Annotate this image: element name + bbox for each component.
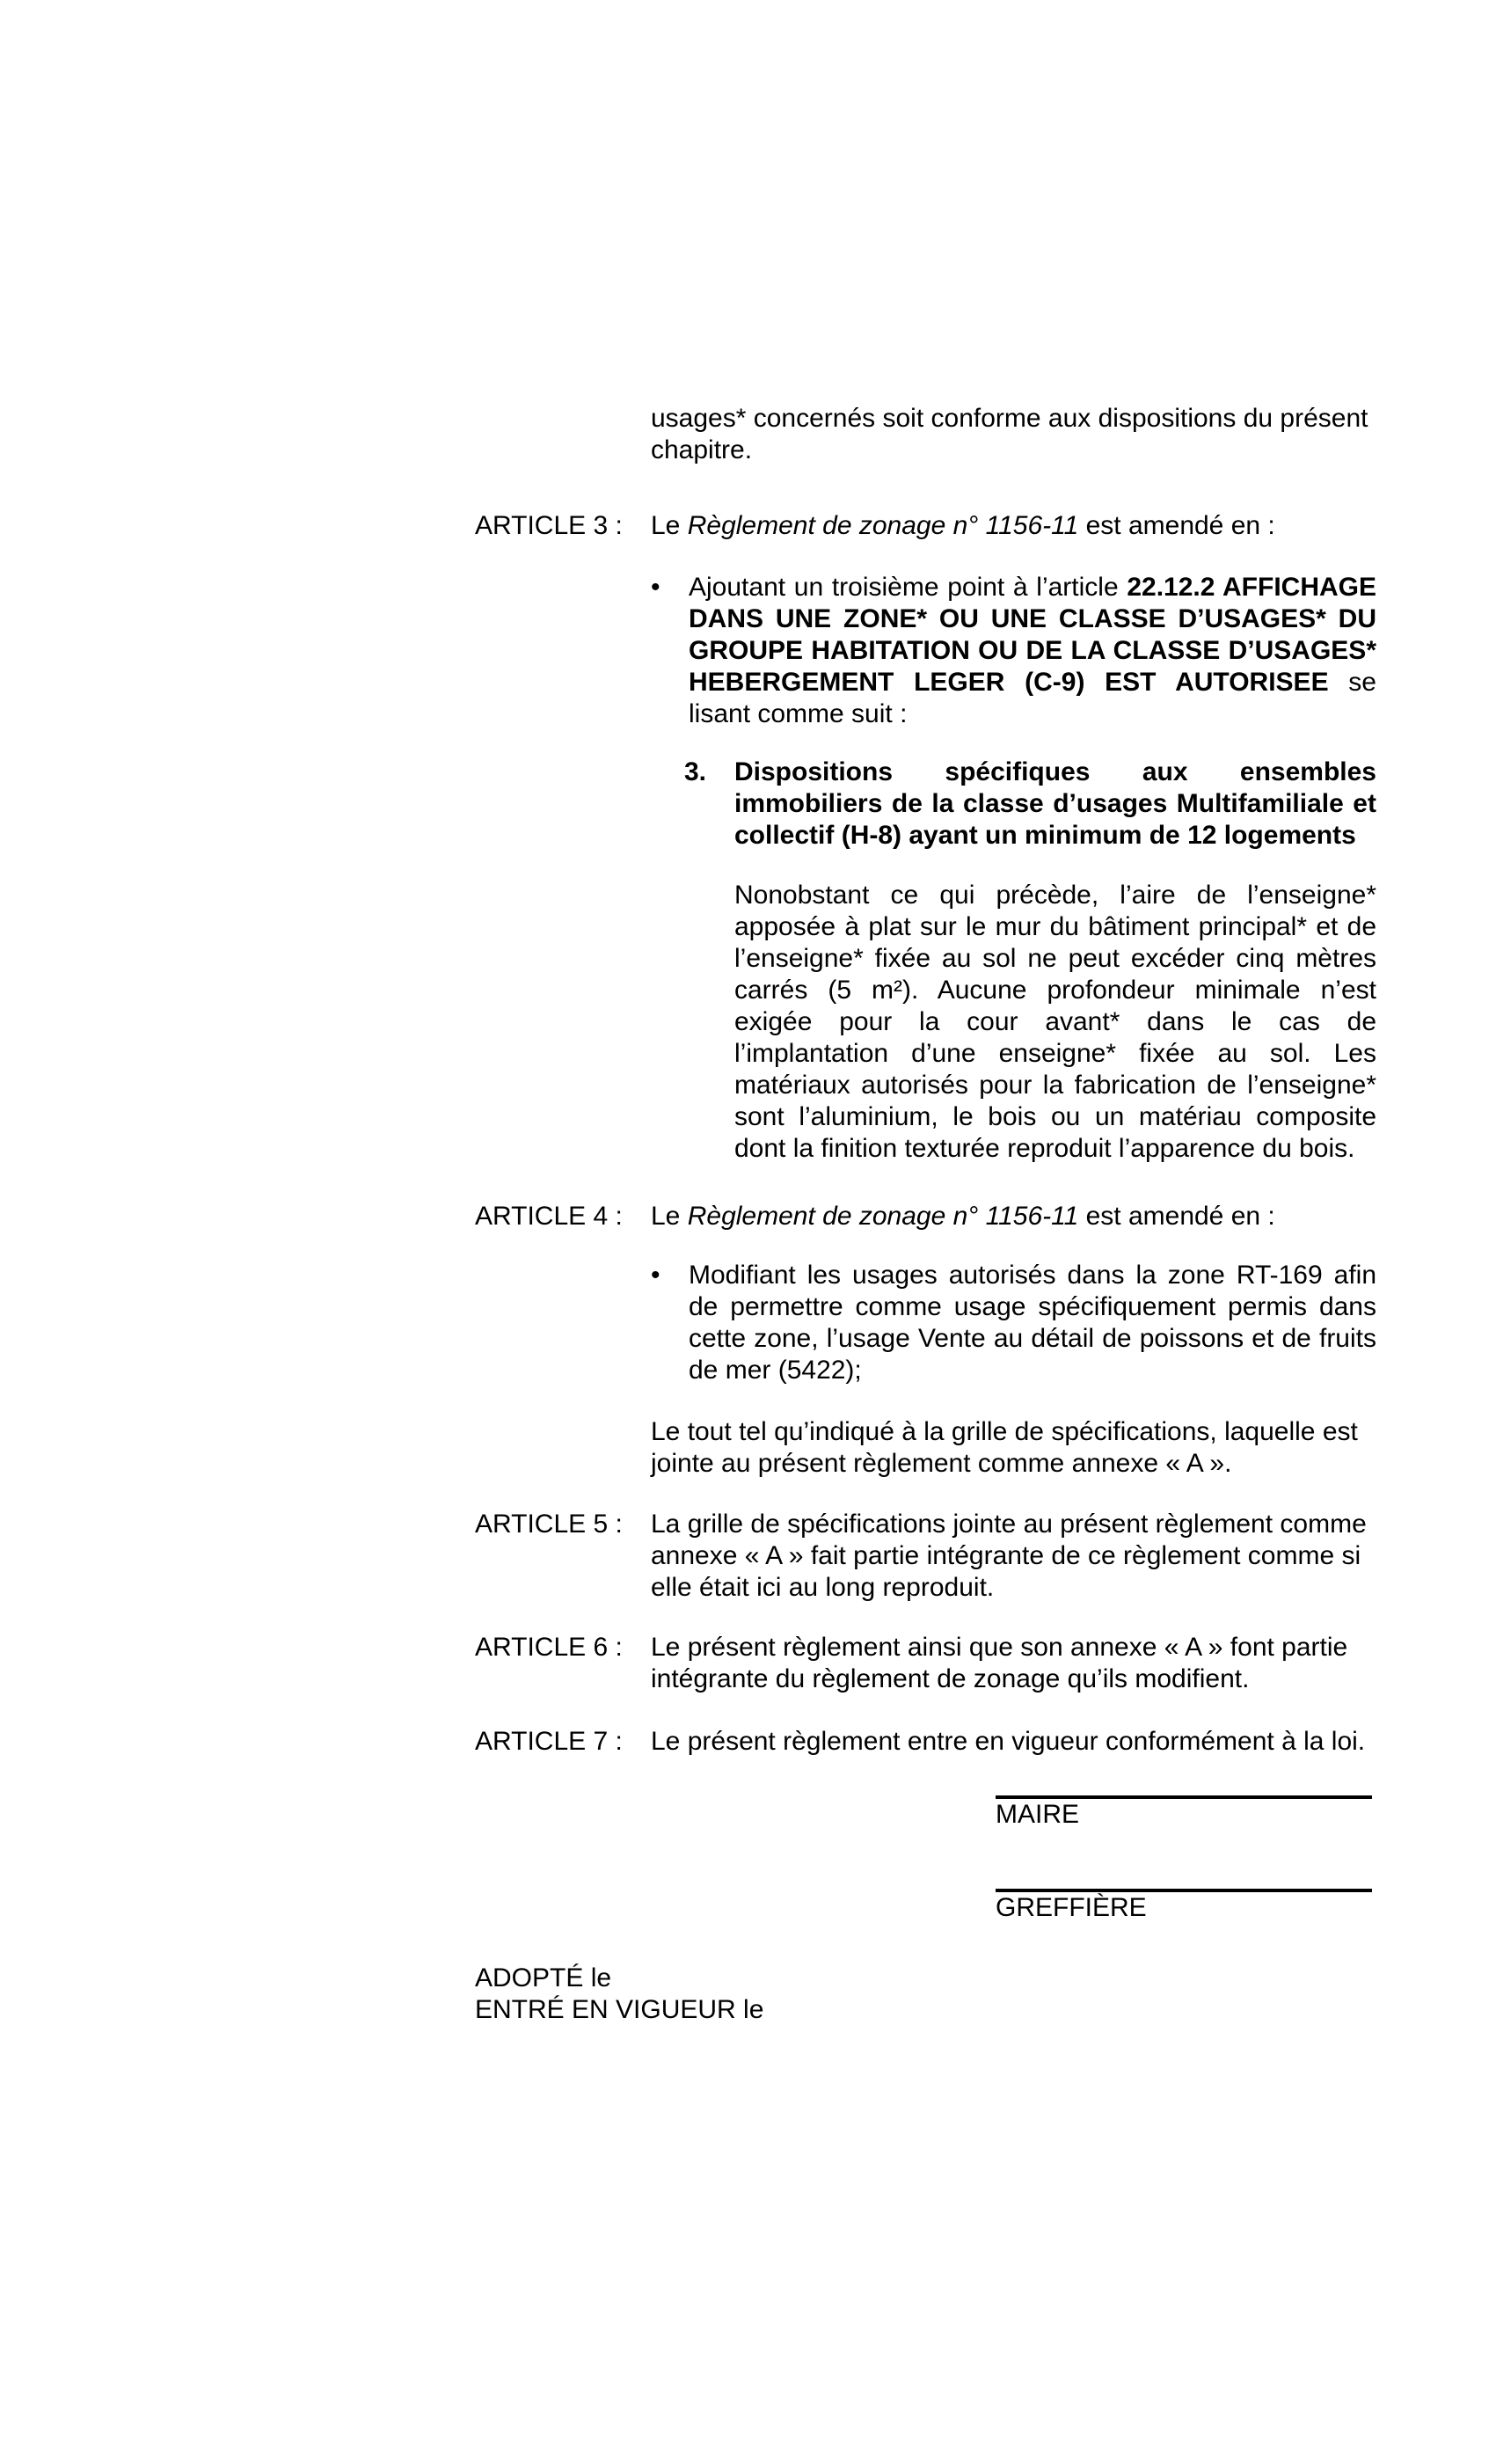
article-3-numbered-item-wrap [651,757,1376,1165]
adopted-date-label: ADOPTÉ le [475,1963,612,1992]
article-7-text: Le présent règlement entre en vigueur conformément à la loi. [651,1727,1366,1756]
article-4-label: ARTICLE 4 : [475,1202,623,1231]
continuation-paragraph: usages* concernés soit conforme aux dispositions du présent chapitre. [651,404,1368,464]
article-3-bullet-text [689,572,1376,730]
article-6-row [475,1632,1376,1695]
article-4-bullet-wrap [651,1260,1376,1386]
clerk-signature-label: GREFFIÈRE [996,1893,1147,1922]
clerk-signature-block [996,1889,1372,1924]
article-4-intro-suffix: est amendé en : [1078,1202,1275,1231]
article-3-row [475,510,1376,542]
article-6-label: ARTICLE 6 : [475,1633,623,1662]
item-number: 3. [684,757,707,786]
article-3-bullet-wrap [651,572,1376,730]
article-4-intro-regulation-title: Règlement de zonage n° 1156-11 [687,1202,1079,1231]
article-4-bullet-text: Modifiant les usages autorisés dans la zone RT-169 afin de permettre comme usage spécifiquement permis dans cette zone, l’usage Vente au détail de poissons et de fruits de mer (5422); [689,1261,1376,1385]
article-3-bullet-bold: 22.12.2 AFFICHAGE DANS UNE ZONE* OU UNE CLASSE D’USAGES* DU GROUPE HABITATION OU DE LA CLASSE D’USAGES* HEBERGEMENT LEGER (C-9) EST AUTORISEE [689,573,1376,697]
article-7-label: ARTICLE 7 : [475,1727,623,1756]
adoption-footer [475,1963,1376,2026]
article-3-intro [651,510,1376,542]
article-4-bullet-item [651,1260,1376,1386]
article-3-bullet-suffix: se lisant comme suit : [689,668,1376,728]
item-heading: Dispositions spécifiques aux ensembles immobiliers de la classe d’usages Multifamiliale et collectif (H-8) ayant un minimum de 12 logements [734,757,1376,850]
article-4-closing-paragraph: Le tout tel qu’indiqué à la grille de spécifications, laquelle est jointe au présent règlement comme annexe « A ». [651,1417,1358,1478]
article-3-bullet-item [651,572,1376,730]
article-4-intro [651,1201,1376,1232]
mayor-signature-block [996,1795,1372,1831]
bullet-icon: • [651,1261,660,1290]
article-7-row [475,1726,1376,1758]
article-4-row [475,1201,1376,1232]
article-5-row [475,1509,1376,1604]
item-body-paragraph: Nonobstant ce qui précède, l’aire de l’enseigne* apposée à plat sur le mur du bâtiment principal* et de l’enseigne* fixée au sol ne peut excéder cinq mètres carrés (5 m²). Aucune profondeur minimale n’est exigée pour la cour avant* dans le cas de l’implantation d’une enseigne* fixée au sol. Les matériaux autorisés pour la fabrication de l’enseigne* sont l’aluminium, le bois ou un matériau composite dont la finition texturée reproduit l’apparence du bois. [734,881,1376,1163]
bullet-icon: • [651,573,660,602]
article-3-intro-regulation-title: Règlement de zonage n° 1156-11 [687,511,1079,540]
article-3-label: ARTICLE 3 : [475,511,623,540]
article-3-numbered-item [684,757,1376,852]
in-force-date-label: ENTRÉ EN VIGUEUR le [475,1995,764,2024]
article-3-intro-suffix: est amendé en : [1078,511,1275,540]
mayor-signature-label: MAIRE [996,1800,1080,1829]
article-3-bullet-prefix: Ajoutant un troisième point à l’article [689,573,1127,602]
article-3-intro-prefix: Le [651,511,688,540]
article-4-intro-prefix: Le [651,1202,688,1231]
article-6-text: Le présent règlement ainsi que son annexe « A » font partie intégrante du règlement de zonage qu’ils modifient. [651,1633,1348,1693]
article-5-text: La grille de spécifications jointe au présent règlement comme annexe « A » fait partie intégrante de ce règlement comme si elle était ici au long reproduit. [651,1510,1367,1602]
document-body [475,403,1376,2026]
article-5-label: ARTICLE 5 : [475,1510,623,1539]
